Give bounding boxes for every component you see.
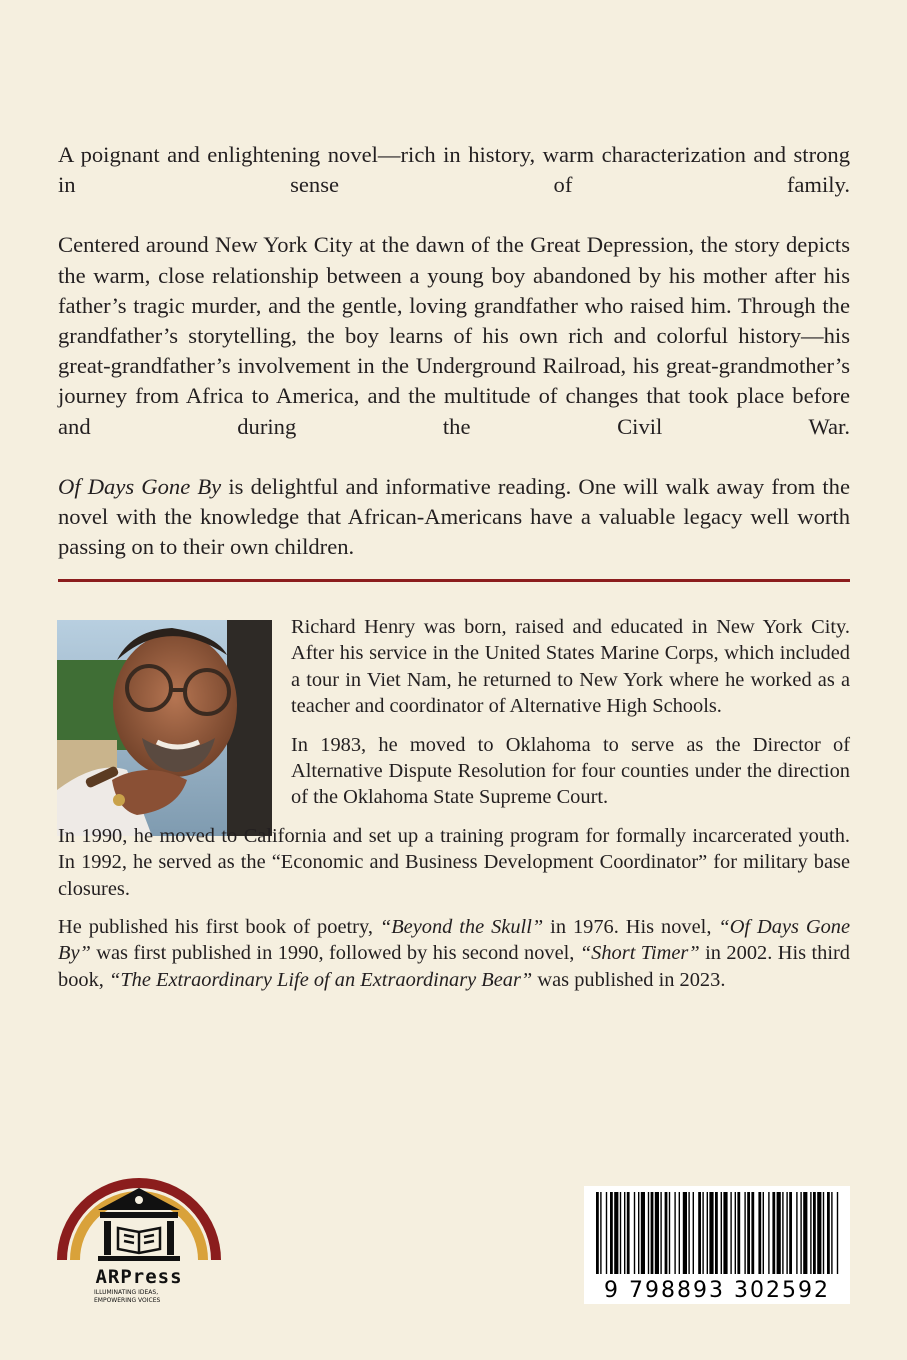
barcode-bar xyxy=(800,1192,801,1274)
blurb-paragraph-1: A poignant and enlightening novel—rich in history, warm characterization and strong in sense of family. xyxy=(58,142,850,198)
open-book-icon xyxy=(118,1228,160,1253)
barcode-bar xyxy=(810,1192,811,1274)
barcode-bar xyxy=(660,1192,661,1274)
isbn-digits: 9 798893 302592 xyxy=(604,1278,830,1303)
barcode-bar xyxy=(789,1192,792,1274)
publisher-tagline-line-2: EMPOWERING VOICES xyxy=(94,1297,161,1304)
barcode-bar xyxy=(707,1192,708,1274)
barcode-bar xyxy=(679,1192,680,1274)
barcode-bar xyxy=(817,1192,821,1274)
barcode-bar xyxy=(665,1192,668,1274)
blurb-paragraph-3 xyxy=(58,472,850,563)
barcode-graphic xyxy=(584,1186,850,1304)
barcode-bar xyxy=(723,1192,727,1274)
barcode-bar xyxy=(823,1192,824,1274)
barcode-bar xyxy=(610,1192,613,1274)
book-title: “Beyond the Skull” xyxy=(379,916,544,939)
barcode-bar xyxy=(620,1192,621,1274)
barcode-bar xyxy=(641,1192,645,1274)
barcode-bar xyxy=(744,1192,745,1274)
barcode-bar xyxy=(747,1192,750,1274)
barcode-bar xyxy=(772,1192,775,1274)
bio-paragraph-3: In 1990, he moved to California and set up a training program for formally incarcerated youth. In 1992, he served as the “Economic and Business Development Coordinator” for military base closures. xyxy=(58,824,850,900)
barcode-bar xyxy=(693,1192,694,1274)
publisher-logo-mark xyxy=(54,1148,224,1306)
barcode-bar xyxy=(648,1192,649,1274)
divider-rule xyxy=(58,579,850,582)
barcode-bar xyxy=(730,1192,731,1274)
barcode-bar xyxy=(763,1192,764,1274)
blurb-paragraph-3-text: is delightful and informative reading. One will walk away from the novel with the knowledge that African-Americans have a valuable legacy well worth passing on to their own children. xyxy=(58,473,850,560)
book-title: “Short Timer” xyxy=(579,942,700,965)
barcode-bar xyxy=(737,1192,740,1274)
barcode-bar xyxy=(600,1192,601,1274)
barcode-bar xyxy=(813,1192,816,1274)
barcode-bar xyxy=(777,1192,781,1274)
barcode-bar xyxy=(768,1192,769,1274)
author-bio xyxy=(58,614,850,1005)
barcode-bar xyxy=(669,1192,670,1274)
barcode-bar xyxy=(638,1192,639,1274)
barcode-bar xyxy=(627,1192,630,1274)
barcode-bar xyxy=(786,1192,787,1274)
book-title: “Of Days Gone By” xyxy=(58,916,851,965)
barcode-bar xyxy=(683,1192,687,1274)
bio-text: was first published in 1990, followed by his second novel, xyxy=(90,942,580,965)
barcode-bar xyxy=(735,1192,736,1274)
barcode-bar xyxy=(606,1192,607,1274)
barcode-bar xyxy=(624,1192,625,1274)
barcode-bar xyxy=(702,1192,703,1274)
publisher-tagline-line-1: ILLUMINATING IDEAS, xyxy=(94,1289,159,1296)
barcode-bar xyxy=(751,1192,754,1274)
barcode-bar xyxy=(651,1192,654,1274)
barcode-bar xyxy=(596,1192,599,1274)
bio-paragraph-4 xyxy=(58,914,850,993)
back-cover-blurb xyxy=(58,140,850,592)
barcode-bar xyxy=(715,1192,718,1274)
barcode-bar xyxy=(831,1192,832,1274)
barcode-bar xyxy=(758,1192,761,1274)
barcode-bar xyxy=(655,1192,659,1274)
barcode-bar xyxy=(721,1192,722,1274)
book-title: “The Extraordinary Life of an Extraordinary Bear” xyxy=(108,968,533,991)
barcode-bar xyxy=(796,1192,797,1274)
barcode-bar xyxy=(674,1192,675,1274)
bio-text: in 1976. His novel, xyxy=(543,916,719,939)
bio-paragraph-2: In 1983, he moved to Oklahoma to serve as the Director of Alternative Dispute Resolution for four counties under the direction of the Oklahoma State Supreme Court. xyxy=(291,733,850,809)
barcode-bar xyxy=(688,1192,689,1274)
book-title: Of Days Gone By xyxy=(58,473,222,499)
barcode-bar xyxy=(614,1192,618,1274)
barcode-bar xyxy=(803,1192,807,1274)
bio-text: was published in 2023. xyxy=(532,968,726,991)
isbn-barcode xyxy=(584,1186,850,1304)
bio-text: in 2002. His third book, xyxy=(58,942,850,991)
publisher-logo xyxy=(54,1148,224,1306)
barcode-bar xyxy=(827,1192,830,1274)
barcode-bar xyxy=(698,1192,701,1274)
bio-text: He published his first book of poetry, xyxy=(58,916,380,939)
publisher-name: ARPress xyxy=(95,1266,183,1288)
bio-paragraph-1: Richard Henry was born, raised and educated in New York City. After his service in the United States Marine Corps, which included a tour in Viet Nam, he returned to New York where he worked as a teacher and coordinator of Alternative High Schools. xyxy=(291,616,850,718)
barcode-bar xyxy=(837,1192,838,1274)
blurb-paragraph-2: Centered around New York City at the dawn of the Great Depression, the story depicts the warm, close relationship between a young boy abandoned by his mother after his father’s tragic murder, and the gentle, loving grandfather who raised him. Through the grandfather’s storytelling, the boy learns of his own rich and colorful history—his great-grandfather’s involvement in the Underground Railroad, his great-grandmother’s journey from Africa to America, and the multitude of changes that took place before and during the Civil War. xyxy=(58,232,850,439)
barcode-bar xyxy=(634,1192,635,1274)
barcode-bar xyxy=(782,1192,783,1274)
building-window xyxy=(135,1196,143,1204)
barcode-bar xyxy=(709,1192,713,1274)
